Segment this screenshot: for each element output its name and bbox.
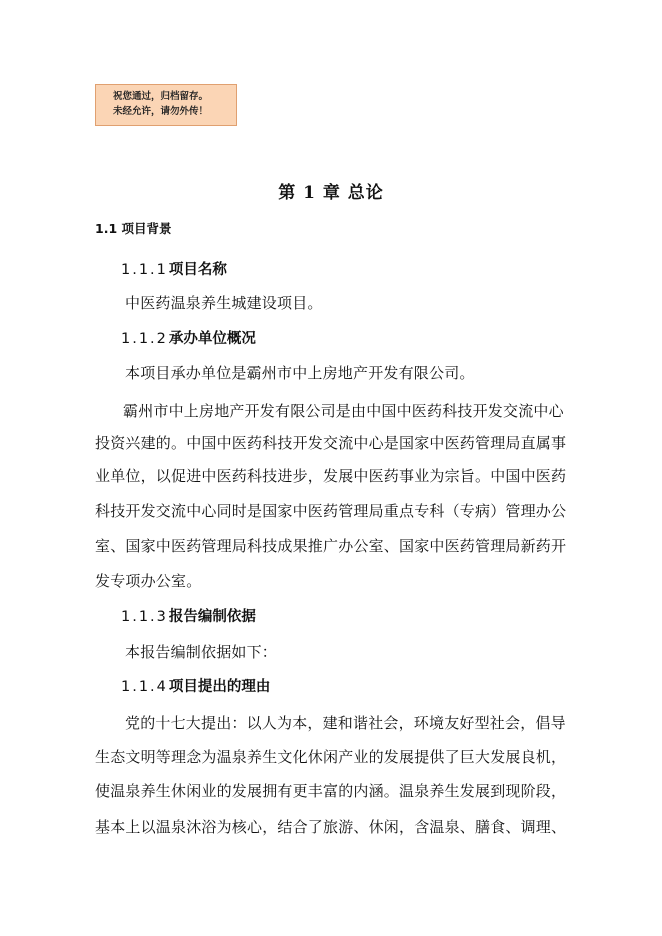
- paragraph-line: 生态文明等理念为温泉养生文化休闲产业的发展提供了巨大发展良机，: [95, 748, 567, 766]
- chapter-title: 第 1 章 总论: [278, 183, 384, 203]
- paragraph-line: 业单位，以促进中医药科技进步，发展中医药事业为宗旨。中国中医药: [95, 467, 567, 485]
- paragraph-line: 中医药温泉养生城建设项目。: [125, 294, 323, 312]
- paragraph-line: 基本上以温泉沐浴为核心，结合了旅游、休闲，含温泉、膳食、调理、: [95, 818, 567, 836]
- subsection-heading: [121, 675, 270, 696]
- subsection-title: 项目提出的理由: [168, 679, 271, 695]
- confidential-stamp: [95, 84, 237, 126]
- paragraph-line: 投资兴建的。中国中医药科技开发交流中心是国家中医药管理局直属事: [95, 434, 567, 452]
- paragraph-line: 本项目承办单位是霸州市中上房地产开发有限公司。: [125, 364, 475, 382]
- subsection-title: 项目名称: [168, 262, 227, 278]
- paragraph-line: 科技开发交流中心同时是国家中医药管理局重点专科（专病）管理办公: [95, 502, 567, 520]
- subsection-title: 报告编制依据: [168, 609, 256, 625]
- subsection-number: 1.1.1: [121, 262, 168, 278]
- subsection-heading: [121, 605, 256, 626]
- stamp-line-2: 未经允许，请勿外传！: [113, 106, 209, 117]
- paragraph-line: 霸州市中上房地产开发有限公司是由中国中医药科技开发交流中心: [123, 402, 564, 420]
- subsection-number: 1.1.3: [121, 609, 168, 625]
- paragraph-line: 本报告编制依据如下：: [125, 643, 278, 661]
- subsection-number: 1.1.4: [121, 679, 168, 695]
- paragraph-line: 发专项办公室。: [95, 572, 202, 590]
- paragraph-line: 室、国家中医药管理局科技成果推广办公室、国家中医药管理局新药开: [95, 537, 567, 555]
- paragraph-line: 党的十七大提出：以人为本，建和谐社会，环境友好型社会，倡导: [125, 714, 566, 732]
- section-title: 1.1 项目背景: [95, 221, 172, 236]
- subsection-title: 承办单位概况: [168, 331, 256, 347]
- paragraph-line: 使温泉养生休闲业的发展拥有更丰富的内涵。温泉养生发展到现阶段，: [95, 782, 567, 800]
- subsection-number: 1.1.2: [121, 331, 168, 347]
- stamp-line-1: 祝您通过，归档留存。: [113, 91, 209, 102]
- subsection-heading: [121, 327, 256, 348]
- subsection-heading: [121, 258, 227, 279]
